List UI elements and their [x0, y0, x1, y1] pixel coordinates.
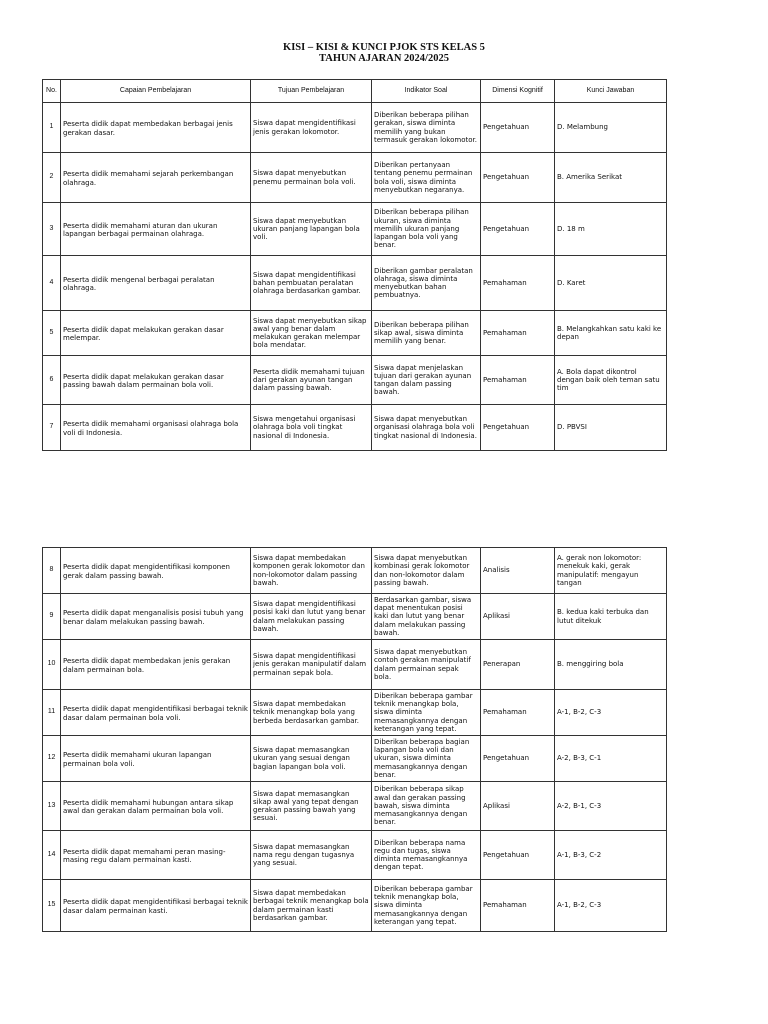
table-row [43, 831, 667, 880]
kisi-table-part-2 [42, 547, 667, 932]
cell-no: 14 [43, 831, 61, 880]
cell-tujuan: Siswa dapat membedakan berbagai teknik menangkap bola dalam permainan kasti berdasarkan gambar. [251, 880, 372, 932]
cell-kunci: D. PBVSI [555, 405, 667, 451]
table-row [43, 640, 667, 690]
cell-tujuan: Siswa dapat memasangkan ukuran yang sesuai dengan bagian lapangan bola voli. [251, 736, 372, 782]
cell-kunci: A-1, B-2, C-3 [555, 690, 667, 736]
table-row [43, 782, 667, 831]
cell-capaian: Peserta didik dapat mengidentifikasi berbagai teknik dasar dalam permainan kasti. [61, 880, 251, 932]
cell-kunci: D. 18 m [555, 203, 667, 256]
cell-tujuan: Siswa dapat menyebutkan penemu permainan bola voli. [251, 153, 372, 203]
cell-indikator: Diberikan beberapa nama regu dan tugas, siswa diminta memasangkannya dengan tepat. [372, 831, 481, 880]
table-row [43, 103, 667, 153]
cell-indikator: Diberikan beberapa gambar teknik menangkap bola, siswa diminta memasangkannya dengan keterangan yang tepat. [372, 690, 481, 736]
cell-indikator: Siswa dapat menjelaskan tujuan dari gerakan ayunan tangan dalam passing bawah. [372, 356, 481, 405]
cell-capaian: Peserta didik dapat membedakan jenis gerakan dalam permainan bola. [61, 640, 251, 690]
cell-capaian: Peserta didik dapat menganalisis posisi tubuh yang benar dalam melakukan passing bawah. [61, 594, 251, 640]
cell-no: 10 [43, 640, 61, 690]
cell-kunci: A-2, B-1, C-3 [555, 782, 667, 831]
cell-indikator: Diberikan beberapa pilihan sikap awal, siswa diminta memilih yang benar. [372, 311, 481, 356]
cell-tujuan: Siswa dapat memasangkan nama regu dengan tugasnya yang sesuai. [251, 831, 372, 880]
cell-kunci: A-2, B-3, C-1 [555, 736, 667, 782]
cell-indikator: Diberikan beberapa sikap awal dan gerakan passing bawah, siswa diminta memasangkannya dengan benar. [372, 782, 481, 831]
cell-capaian: Peserta didik memahami hubungan antara sikap awal dan gerakan dalam permainan bola voli. [61, 782, 251, 831]
header-indikator: Indikator Soal [372, 80, 481, 103]
cell-kunci: B. Amerika Serikat [555, 153, 667, 203]
header-tujuan: Tujuan Pembelajaran [251, 80, 372, 103]
cell-tujuan: Siswa dapat membedakan komponen gerak lokomotor dan non-lokomotor dalam passing bawah. [251, 548, 372, 594]
cell-kunci: A. gerak non lokomotor: menekuk kaki, gerak manipulatif: mengayun tangan [555, 548, 667, 594]
table-row [43, 203, 667, 256]
cell-indikator: Diberikan beberapa bagian lapangan bola voli dan ukuran, siswa diminta memasangkannya dengan benar. [372, 736, 481, 782]
cell-kunci: B. menggiring bola [555, 640, 667, 690]
cell-no: 2 [43, 153, 61, 203]
cell-tujuan: Peserta didik memahami tujuan dari gerakan ayunan tangan dalam passing bawah. [251, 356, 372, 405]
cell-capaian: Peserta didik mengenal berbagai peralatan olahraga. [61, 256, 251, 311]
table-row [43, 356, 667, 405]
cell-kunci: A. Bola dapat dikontrol dengan baik oleh teman satu tim [555, 356, 667, 405]
cell-no: 6 [43, 356, 61, 405]
cell-capaian: Peserta didik dapat membedakan berbagai jenis gerakan dasar. [61, 103, 251, 153]
cell-dimensi: Pengetahuan [481, 203, 555, 256]
cell-dimensi: Analisis [481, 548, 555, 594]
cell-tujuan: Siswa dapat mengidentifikasi bahan pembuatan peralatan olahraga berdasarkan gambar. [251, 256, 372, 311]
table-row [43, 311, 667, 356]
cell-dimensi: Pemahaman [481, 311, 555, 356]
cell-tujuan: Siswa dapat mengidentifikasi jenis gerakan lokomotor. [251, 103, 372, 153]
table-row [43, 256, 667, 311]
header-dimensi: Dimensi Kognitif [481, 80, 555, 103]
cell-no: 4 [43, 256, 61, 311]
cell-kunci: B. kedua kaki terbuka dan lutut ditekuk [555, 594, 667, 640]
cell-indikator: Diberikan beberapa pilihan ukuran, siswa diminta memilih ukuran panjang lapangan bola voli yang benar. [372, 203, 481, 256]
cell-dimensi: Pemahaman [481, 690, 555, 736]
document-title: KISI – KISI & KUNCI PJOK STS KELAS 5 [283, 42, 485, 53]
cell-capaian: Peserta didik memahami aturan dan ukuran lapangan berbagai permainan olahraga. [61, 203, 251, 256]
cell-indikator: Siswa dapat menyebutkan organisasi olahraga bola voli tingkat nasional di Indonesia. [372, 405, 481, 451]
cell-dimensi: Pengetahuan [481, 103, 555, 153]
table-row [43, 405, 667, 451]
cell-no: 3 [43, 203, 61, 256]
cell-kunci: A-1, B-2, C-3 [555, 880, 667, 932]
cell-dimensi: Pemahaman [481, 356, 555, 405]
cell-tujuan: Siswa dapat menyebutkan sikap awal yang benar dalam melakukan gerakan melempar bola mendatar. [251, 311, 372, 356]
cell-dimensi: Aplikasi [481, 594, 555, 640]
cell-indikator: Siswa dapat menyebutkan contoh gerakan manipulatif dalam permainan sepak bola. [372, 640, 481, 690]
cell-no: 13 [43, 782, 61, 831]
cell-kunci: D. Melambung [555, 103, 667, 153]
table-row [43, 548, 667, 594]
cell-capaian: Peserta didik memahami organisasi olahraga bola voli di Indonesia. [61, 405, 251, 451]
cell-indikator: Berdasarkan gambar, siswa dapat menentukan posisi kaki dan lutut yang benar dalam melakukan passing bawah. [372, 594, 481, 640]
cell-tujuan: Siswa dapat membedakan teknik menangkap bola yang berbeda berdasarkan gambar. [251, 690, 372, 736]
cell-tujuan: Siswa dapat mengidentifikasi jenis gerakan manipulatif dalam permainan sepak bola. [251, 640, 372, 690]
cell-capaian: Peserta didik dapat memahami peran masing-masing regu dalam permainan kasti. [61, 831, 251, 880]
cell-dimensi: Aplikasi [481, 782, 555, 831]
table-row [43, 880, 667, 932]
cell-dimensi: Pengetahuan [481, 831, 555, 880]
cell-indikator: Diberikan beberapa pilihan gerakan, siswa diminta memilih yang bukan termasuk gerakan lokomotor. [372, 103, 481, 153]
cell-capaian: Peserta didik dapat melakukan gerakan dasar passing bawah dalam permainan bola voli. [61, 356, 251, 405]
cell-dimensi: Pengetahuan [481, 405, 555, 451]
document-subtitle: TAHUN AJARAN 2024/2025 [319, 53, 449, 64]
cell-dimensi: Penerapan [481, 640, 555, 690]
cell-capaian: Peserta didik dapat mengidentifikasi komponen gerak dalam passing bawah. [61, 548, 251, 594]
table-row [43, 153, 667, 203]
cell-no: 5 [43, 311, 61, 356]
cell-no: 15 [43, 880, 61, 932]
cell-kunci: A-1, B-3, C-2 [555, 831, 667, 880]
cell-no: 8 [43, 548, 61, 594]
cell-dimensi: Pengetahuan [481, 153, 555, 203]
cell-capaian: Peserta didik dapat melakukan gerakan dasar melempar. [61, 311, 251, 356]
cell-capaian: Peserta didik memahami ukuran lapangan permainan bola voli. [61, 736, 251, 782]
header-no: No. [43, 80, 61, 103]
cell-tujuan: Siswa dapat menyebutkan ukuran panjang lapangan bola voli. [251, 203, 372, 256]
table-row [43, 736, 667, 782]
cell-no: 11 [43, 690, 61, 736]
cell-no: 1 [43, 103, 61, 153]
cell-kunci: B. Melangkahkan satu kaki ke depan [555, 311, 667, 356]
cell-capaian: Peserta didik dapat mengidentifikasi berbagai teknik dasar dalam permainan bola voli. [61, 690, 251, 736]
cell-no: 9 [43, 594, 61, 640]
cell-indikator: Diberikan beberapa gambar teknik menangkap bola, siswa diminta memasangkannya dengan keterangan yang tepat. [372, 880, 481, 932]
cell-dimensi: Pemahaman [481, 256, 555, 311]
cell-indikator: Diberikan pertanyaan tentang penemu permainan bola voli, siswa diminta menyebutkan negaranya. [372, 153, 481, 203]
table-header-row [43, 80, 667, 103]
cell-kunci: D. Karet [555, 256, 667, 311]
cell-indikator: Diberikan gambar peralatan olahraga, siswa diminta menyebutkan bahan pembuatnya. [372, 256, 481, 311]
cell-capaian: Peserta didik memahami sejarah perkembangan olahraga. [61, 153, 251, 203]
cell-no: 12 [43, 736, 61, 782]
cell-dimensi: Pemahaman [481, 880, 555, 932]
table-row [43, 594, 667, 640]
kisi-table-part-1 [42, 79, 667, 451]
header-capaian: Capaian Pembelajaran [61, 80, 251, 103]
cell-tujuan: Siswa dapat memasangkan sikap awal yang tepat dengan gerakan passing bawah yang sesuai. [251, 782, 372, 831]
header-kunci: Kunci Jawaban [555, 80, 667, 103]
table-row [43, 690, 667, 736]
cell-no: 7 [43, 405, 61, 451]
cell-indikator: Siswa dapat menyebutkan kombinasi gerak lokomotor dan non-lokomotor dalam passing bawah. [372, 548, 481, 594]
cell-dimensi: Pengetahuan [481, 736, 555, 782]
cell-tujuan: Siswa mengetahui organisasi olahraga bola voli tingkat nasional di Indonesia. [251, 405, 372, 451]
cell-tujuan: Siswa dapat mengidentifikasi posisi kaki dan lutut yang benar dalam melakukan passing bawah. [251, 594, 372, 640]
